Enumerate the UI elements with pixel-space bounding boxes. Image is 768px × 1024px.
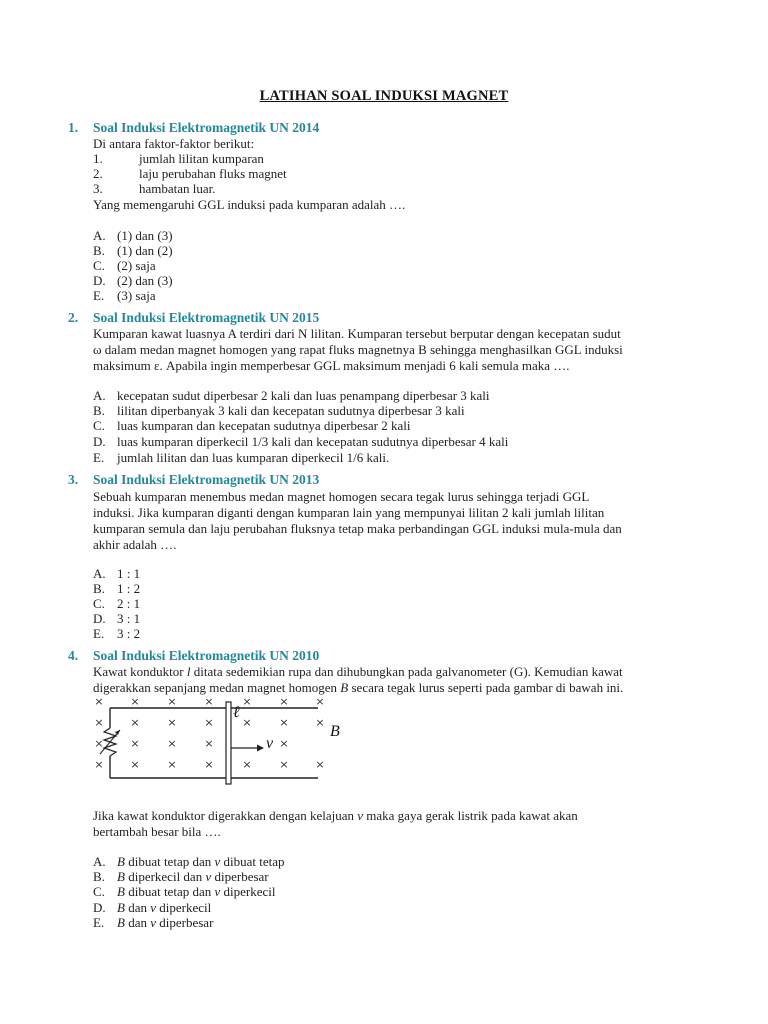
field-cross-mark: × xyxy=(130,716,140,729)
option-letter: D. xyxy=(93,273,106,288)
field-cross-mark: × xyxy=(315,695,325,708)
option-letter: E. xyxy=(93,450,105,465)
variable-v: v xyxy=(205,869,212,884)
question-4-option-c[interactable] xyxy=(93,884,276,899)
variable-b: B xyxy=(117,869,125,884)
question-4-prompt-line xyxy=(93,808,578,823)
variable-v: v xyxy=(150,900,157,915)
field-cross-mark: × xyxy=(204,716,214,729)
question-3-option-d[interactable] xyxy=(93,611,140,626)
stem-text: digerakkan sepanjang medan magnet homogen xyxy=(93,680,341,695)
option-text: 3 : 1 xyxy=(117,611,141,626)
field-cross-mark: × xyxy=(130,737,140,750)
option-letter: A. xyxy=(93,228,106,243)
question-2-option-c[interactable] xyxy=(93,418,410,433)
field-cross-mark: × xyxy=(167,716,177,729)
factor-number: 1. xyxy=(93,151,103,166)
question-3-option-e[interactable] xyxy=(93,626,140,641)
option-letter: B. xyxy=(93,403,105,418)
question-4-option-d[interactable] xyxy=(93,900,211,915)
question-2-option-b[interactable] xyxy=(93,403,465,418)
variable-b: B xyxy=(117,915,125,930)
option-text: diperkecil xyxy=(156,900,212,915)
option-text: luas kumparan diperkecil 1/3 kali dan kecepatan sudutnya diperbesar 4 kali xyxy=(117,434,509,449)
document-title: LATIHAN SOAL INDUKSI MAGNET xyxy=(259,88,509,104)
field-cross-mark: × xyxy=(315,716,325,729)
question-2-option-a[interactable] xyxy=(93,388,490,403)
question-3-option-c[interactable] xyxy=(93,596,140,611)
prompt-text: Jika kawat konduktor digerakkan dengan kelajuan xyxy=(93,808,358,823)
option-text: dibuat tetap dan xyxy=(124,884,215,899)
magnetic-field-label: B xyxy=(330,723,340,740)
variable-arrowhead xyxy=(115,730,120,735)
option-letter: D. xyxy=(93,434,106,449)
question-1-option-b[interactable] xyxy=(93,243,173,258)
field-cross-mark: × xyxy=(279,758,289,771)
field-cross-mark: × xyxy=(130,758,140,771)
question-1-option-c[interactable] xyxy=(93,258,156,273)
question-3-stem-line: Sebuah kumparan menembus medan magnet homogen secara tegak lurus sehingga terjadi GGL xyxy=(93,489,590,504)
option-text: (2) dan (3) xyxy=(117,273,173,288)
option-text: (1) dan (3) xyxy=(117,228,173,243)
question-3-option-a[interactable] xyxy=(93,566,140,581)
option-letter: E. xyxy=(93,626,105,641)
question-2-stem-line: ω dalam medan magnet homogen yang rapat fluks magnetnya B sehingga menghasilkan GGL induksi xyxy=(93,342,623,357)
option-text: kecepatan sudut diperbesar 2 kali dan luas penampang diperbesar 3 kali xyxy=(117,388,490,403)
question-3-stem-line: kumparan semula dan laju perubahan fluksnya tetap maka perbandingan GGL induksi mula-mula dan xyxy=(93,521,622,536)
field-cross-mark: × xyxy=(94,758,104,771)
question-3-number: 3. xyxy=(68,472,79,487)
field-cross-mark: × xyxy=(94,737,104,750)
question-1-stem: Di antara faktor-faktor berikut: xyxy=(93,136,255,151)
question-3-heading: Soal Induksi Elektromagnetik UN 2013 xyxy=(93,472,320,487)
question-2-heading: Soal Induksi Elektromagnetik UN 2015 xyxy=(93,310,320,325)
field-cross-mark: × xyxy=(242,758,252,771)
field-cross-mark: × xyxy=(167,758,177,771)
option-letter: B. xyxy=(93,581,105,596)
option-text: (2) saja xyxy=(117,258,156,273)
option-text: luas kumparan dan kecepatan sudutnya diperbesar 2 kali xyxy=(117,418,411,433)
question-2-option-d[interactable] xyxy=(93,434,508,449)
option-text: dibuat tetap dan xyxy=(124,854,215,869)
option-letter: B. xyxy=(93,869,105,884)
option-text: diperbesar xyxy=(156,915,214,930)
option-letter: A. xyxy=(93,854,106,869)
variable-v: v xyxy=(214,884,221,899)
field-cross-mark: × xyxy=(204,758,214,771)
question-4-option-a[interactable] xyxy=(93,854,285,869)
option-text: 1 : 2 xyxy=(117,581,141,596)
option-text: lilitan diperbanyak 3 kali dan kecepatan sudutnya diperbesar 3 kali xyxy=(117,403,465,418)
variable-b: B xyxy=(117,900,125,915)
field-cross-mark: × xyxy=(167,695,177,708)
question-1-option-d[interactable] xyxy=(93,273,173,288)
stem-text: secara tegak lurus seperti pada gambar di bawah ini. xyxy=(348,680,624,695)
question-2-stem-line: Kumparan kawat luasnya A terdiri dari N lilitan. Kumparan tersebut berputar dengan kecepatan sudut xyxy=(93,326,621,341)
option-letter: C. xyxy=(93,596,105,611)
stem-text: Kawat konduktor xyxy=(93,664,187,679)
question-4-option-b[interactable] xyxy=(93,869,269,884)
question-1-factor xyxy=(93,166,287,181)
field-cross-mark: × xyxy=(315,758,325,771)
field-cross-mark: × xyxy=(242,716,252,729)
field-cross-mark: × xyxy=(204,737,214,750)
magnetic-field-figure xyxy=(88,692,378,792)
option-letter: E. xyxy=(93,915,105,930)
question-4-stem-line xyxy=(93,664,623,679)
field-cross-mark: × xyxy=(94,716,104,729)
variable-b: B xyxy=(117,884,125,899)
option-text: (3) saja xyxy=(117,288,156,303)
variable-v: v xyxy=(357,808,364,823)
factor-number: 2. xyxy=(93,166,103,181)
prompt-text: maka gaya gerak listrik pada kawat akan xyxy=(363,808,578,823)
field-cross-mark: × xyxy=(242,695,252,708)
velocity-arrowhead xyxy=(257,745,264,752)
field-cross-mark: × xyxy=(204,695,214,708)
factor-text: laju perubahan fluks magnet xyxy=(139,166,287,181)
option-text: (1) dan (2) xyxy=(117,243,173,258)
question-3-option-b[interactable] xyxy=(93,581,140,596)
question-1-heading: Soal Induksi Elektromagnetik UN 2014 xyxy=(93,120,320,135)
question-2-number: 2. xyxy=(68,310,79,325)
question-1-option-a[interactable] xyxy=(93,228,173,243)
field-cross-mark: × xyxy=(94,695,104,708)
question-1-factor xyxy=(93,181,216,196)
option-letter: C. xyxy=(93,418,105,433)
variable-v: v xyxy=(214,854,221,869)
question-1-prompt: Yang memengaruhi GGL induksi pada kumparan adalah …. xyxy=(93,197,406,212)
variable-l: l xyxy=(186,664,191,679)
question-2-option-e[interactable] xyxy=(93,450,389,465)
field-cross-mark: × xyxy=(279,716,289,729)
question-1-number: 1. xyxy=(68,120,79,135)
option-letter: C. xyxy=(93,884,105,899)
rod-length-label: ℓ xyxy=(233,704,240,721)
option-text: diperkecil dan xyxy=(124,869,206,884)
option-letter: B. xyxy=(93,243,105,258)
option-letter: C. xyxy=(93,258,105,273)
option-text: 1 : 1 xyxy=(117,566,141,581)
field-cross-mark: × xyxy=(130,695,140,708)
question-3-stem-line: induksi. Jika kumparan diganti dengan kumparan lain yang mempunyai lilitan 2 kali jumlah lilitan xyxy=(93,505,605,520)
question-4-heading: Soal Induksi Elektromagnetik UN 2010 xyxy=(93,648,320,663)
question-1-option-e[interactable] xyxy=(93,288,156,303)
option-letter: A. xyxy=(93,566,106,581)
factor-text: jumlah lilitan kumparan xyxy=(139,151,264,166)
conductor-rod xyxy=(226,702,231,784)
field-cross-mark: × xyxy=(279,737,289,750)
question-3-stem-line: akhir adalah …. xyxy=(93,537,177,552)
option-text: 2 : 1 xyxy=(117,596,141,611)
question-4-number: 4. xyxy=(68,648,79,663)
field-cross-mark: × xyxy=(167,737,177,750)
stem-text: ditata sedemikian rupa dan dihubungkan pada galvanometer (G). Kemudian kawat xyxy=(190,664,623,679)
option-text: 3 : 2 xyxy=(117,626,141,641)
option-letter: D. xyxy=(93,611,106,626)
question-4-option-e[interactable] xyxy=(93,915,213,930)
variable-v: v xyxy=(150,915,157,930)
option-text: jumlah lilitan dan luas kumparan diperkecil 1/6 kali. xyxy=(117,450,390,465)
option-text: dan xyxy=(124,915,151,930)
factor-text: hambatan luar. xyxy=(139,181,216,196)
variable-b: B xyxy=(117,854,125,869)
factor-number: 3. xyxy=(93,181,103,196)
option-text: diperbesar xyxy=(211,869,269,884)
question-1-factor xyxy=(93,151,264,166)
option-letter: E. xyxy=(93,288,105,303)
question-4-prompt-line: bertambah besar bila …. xyxy=(93,824,221,839)
option-text: dibuat tetap xyxy=(220,854,285,869)
option-letter: D. xyxy=(93,900,106,915)
option-letter: A. xyxy=(93,388,106,403)
field-cross-mark: × xyxy=(279,695,289,708)
option-text: dan xyxy=(124,900,151,915)
variable-b: B xyxy=(340,680,349,695)
option-text: diperkecil xyxy=(220,884,276,899)
question-2-stem-line: maksimum ε. Apabila ingin memperbesar GGL maksimum menjadi 6 kali semula maka …. xyxy=(93,358,570,373)
velocity-label: v xyxy=(266,735,274,752)
